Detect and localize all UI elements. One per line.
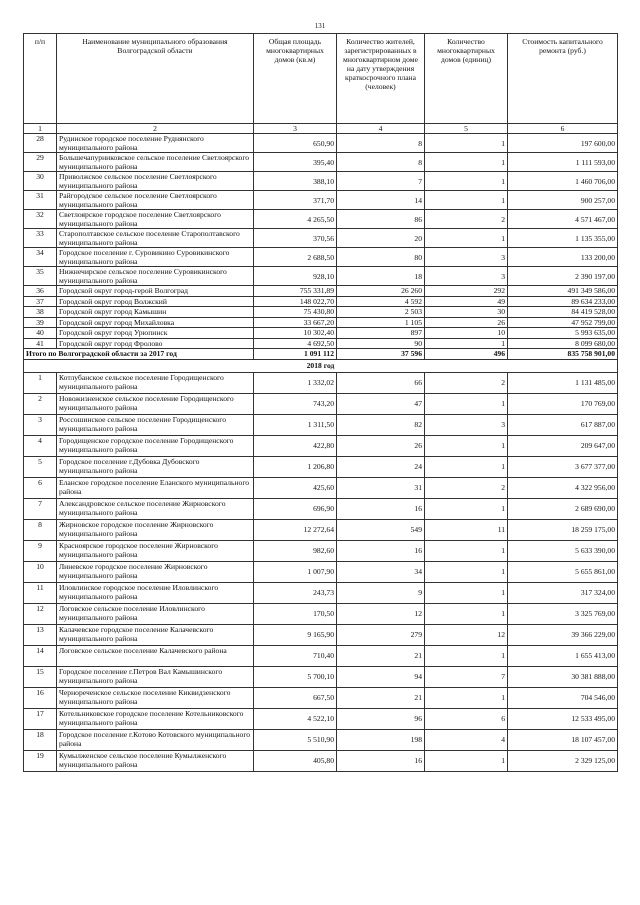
table-row <box>24 750 618 771</box>
total-cost: 835 758 901,00 <box>508 349 618 360</box>
repair-cost: 2 390 197,00 <box>508 267 618 286</box>
houses-count: 1 <box>425 338 508 349</box>
repair-cost: 197 600,00 <box>508 134 618 153</box>
repair-cost: 18 107 457,00 <box>508 729 618 750</box>
column-index: 1 <box>24 124 57 134</box>
total-area: 75 430,80 <box>254 307 337 318</box>
total-area: 4 522,10 <box>254 708 337 729</box>
header-area: Общая площадь многоквартирных домов (кв.м) <box>254 34 337 124</box>
houses-count: 3 <box>425 248 508 267</box>
total-area: 1 311,50 <box>254 414 337 435</box>
municipality-name: Линевское городское поселение Жирновского муниципального района <box>57 561 254 582</box>
header-residents: Количество жителей, зарегистрированных в многоквартирном доме на дату утверждения краткосрочного плана (человек) <box>337 34 425 124</box>
municipality-name: Городской округ город Урюпинск <box>57 328 254 339</box>
total-area: 982,60 <box>254 540 337 561</box>
repair-cost: 12 533 495,00 <box>508 708 618 729</box>
residents-count: 47 <box>337 393 425 414</box>
houses-count: 1 <box>425 172 508 191</box>
residents-count: 66 <box>337 372 425 393</box>
row-number: 3 <box>24 414 57 435</box>
repair-cost: 4 322 956,00 <box>508 477 618 498</box>
total-area: 1 206,80 <box>254 456 337 477</box>
total-area: 1 091 112 <box>254 349 337 360</box>
row-number: 1 <box>24 372 57 393</box>
residents-count: 90 <box>337 338 425 349</box>
total-area: 2 688,50 <box>254 248 337 267</box>
row-number: 6 <box>24 477 57 498</box>
total-area: 243,73 <box>254 582 337 603</box>
row-number: 31 <box>24 191 57 210</box>
houses-count: 1 <box>425 750 508 771</box>
municipality-name: Старополтавское сельское поселение Старополтавского муниципального района <box>57 229 254 248</box>
repair-cost: 317 324,00 <box>508 582 618 603</box>
total-area: 10 302,40 <box>254 328 337 339</box>
page-number: 131 <box>314 22 326 30</box>
repair-cost: 2 689 690,00 <box>508 498 618 519</box>
repair-cost: 3 325 769,00 <box>508 603 618 624</box>
municipality-name: Александровское сельское поселение Жирновского муниципального района <box>57 498 254 519</box>
table-row <box>24 498 618 519</box>
repair-plan-table <box>23 33 618 772</box>
row-number: 40 <box>24 328 57 339</box>
row-number: 16 <box>24 687 57 708</box>
municipality-name: Жирновское городское поселение Жирновского муниципального района <box>57 519 254 540</box>
row-number: 29 <box>24 153 57 172</box>
row-number: 41 <box>24 338 57 349</box>
municipality-name: Рудинское городское поселение Руднянского муниципального района <box>57 134 254 153</box>
residents-count: 4 592 <box>337 296 425 307</box>
row-number: 7 <box>24 498 57 519</box>
repair-cost: 209 647,00 <box>508 435 618 456</box>
municipality-name: Приволжское сельское поселение Светлоярского муниципального района <box>57 172 254 191</box>
total-area: 148 022,70 <box>254 296 337 307</box>
table-row <box>24 519 618 540</box>
municipality-name: Большечапурниковское сельское поселение Светлоярского муниципального района <box>57 153 254 172</box>
residents-count: 20 <box>337 229 425 248</box>
column-index: 6 <box>508 124 618 134</box>
municipality-name: Городское поселение г.Петров Вал Камышинского муниципального района <box>57 666 254 687</box>
table-row <box>24 708 618 729</box>
row-number: 4 <box>24 435 57 456</box>
table-row <box>24 328 618 339</box>
table-row <box>24 248 618 267</box>
repair-cost: 8 099 680,00 <box>508 338 618 349</box>
residents-count: 279 <box>337 624 425 645</box>
municipality-name: Городской округ город-герой Волгоград <box>57 286 254 297</box>
houses-count: 7 <box>425 666 508 687</box>
residents-count: 26 <box>337 435 425 456</box>
houses-count: 1 <box>425 191 508 210</box>
residents-count: 549 <box>337 519 425 540</box>
table-row <box>24 338 618 349</box>
table-row <box>24 134 618 153</box>
municipality-name: Кумылженское сельское поселение Кумылженского муниципального района <box>57 750 254 771</box>
houses-count: 1 <box>425 435 508 456</box>
total-area: 755 331,89 <box>254 286 337 297</box>
residents-count: 21 <box>337 645 425 666</box>
residents-count: 198 <box>337 729 425 750</box>
row-number: 19 <box>24 750 57 771</box>
residents-count: 16 <box>337 750 425 771</box>
total-area: 710,40 <box>254 645 337 666</box>
repair-cost: 617 887,00 <box>508 414 618 435</box>
residents-count: 12 <box>337 603 425 624</box>
table-row <box>24 191 618 210</box>
table-row <box>24 645 618 666</box>
row-number: 13 <box>24 624 57 645</box>
repair-cost: 2 329 125,00 <box>508 750 618 771</box>
municipality-name: Россошинское сельское поселение Городищенского муниципального района <box>57 414 254 435</box>
total-area: 4 692,50 <box>254 338 337 349</box>
table-row <box>24 393 618 414</box>
houses-count: 3 <box>425 267 508 286</box>
table-row <box>24 603 618 624</box>
table-row <box>24 624 618 645</box>
residents-count: 7 <box>337 172 425 191</box>
table-row <box>24 210 618 229</box>
total-label: Итого по Волгоградской области за 2017 год <box>24 349 254 360</box>
houses-count: 1 <box>425 561 508 582</box>
houses-count: 30 <box>425 307 508 318</box>
table-row <box>24 414 618 435</box>
table-row <box>24 267 618 286</box>
table-row <box>24 729 618 750</box>
houses-count: 2 <box>425 477 508 498</box>
total-area: 370,56 <box>254 229 337 248</box>
row-number: 11 <box>24 582 57 603</box>
column-index: 5 <box>425 124 508 134</box>
header-municipality: Наименование муниципального образования Волгоградской области <box>57 34 254 124</box>
residents-count: 94 <box>337 666 425 687</box>
residents-count: 80 <box>337 248 425 267</box>
header-cost: Стоимость капитального ремонта (руб.) <box>508 34 618 124</box>
total-area: 5 700,10 <box>254 666 337 687</box>
row-number: 12 <box>24 603 57 624</box>
total-area: 405,80 <box>254 750 337 771</box>
municipality-name: Логовское сельское поселение Иловлинского муниципального района <box>57 603 254 624</box>
table-row <box>24 561 618 582</box>
repair-cost: 5 633 390,00 <box>508 540 618 561</box>
row-number: 30 <box>24 172 57 191</box>
repair-cost: 3 677 377,00 <box>508 456 618 477</box>
total-area: 422,80 <box>254 435 337 456</box>
total-area: 388,10 <box>254 172 337 191</box>
residents-count: 16 <box>337 498 425 519</box>
year-heading: 2018 год <box>24 359 618 372</box>
houses-count: 11 <box>425 519 508 540</box>
total-area: 650,90 <box>254 134 337 153</box>
table-row <box>24 229 618 248</box>
houses-count: 1 <box>425 687 508 708</box>
row-number: 8 <box>24 519 57 540</box>
houses-count: 2 <box>425 372 508 393</box>
residents-count: 8 <box>337 153 425 172</box>
total-row-2017 <box>24 349 618 360</box>
row-number: 18 <box>24 729 57 750</box>
row-number: 14 <box>24 645 57 666</box>
repair-cost: 491 349 586,00 <box>508 286 618 297</box>
houses-count: 1 <box>425 229 508 248</box>
houses-count: 1 <box>425 540 508 561</box>
column-index: 2 <box>57 124 254 134</box>
residents-count: 1 105 <box>337 317 425 328</box>
houses-count: 1 <box>425 393 508 414</box>
total-area: 1 332,02 <box>254 372 337 393</box>
header-number: п/п <box>24 34 57 124</box>
municipality-name: Иловлинское городское поселение Иловлинского муниципального района <box>57 582 254 603</box>
municipality-name: Райгородское сельское поселение Светлоярского муниципального района <box>57 191 254 210</box>
total-area: 696,90 <box>254 498 337 519</box>
municipality-name: Городской округ город Волжский <box>57 296 254 307</box>
row-number: 33 <box>24 229 57 248</box>
residents-count: 86 <box>337 210 425 229</box>
table-row <box>24 296 618 307</box>
row-number: 32 <box>24 210 57 229</box>
header-houses: Количество многоквартирных домов (единиц) <box>425 34 508 124</box>
total-area: 9 165,90 <box>254 624 337 645</box>
repair-cost: 1 135 355,00 <box>508 229 618 248</box>
municipality-name: Светлоярское городское поселение Светлоярского муниципального района <box>57 210 254 229</box>
column-index: 4 <box>337 124 425 134</box>
table-row <box>24 540 618 561</box>
row-number: 9 <box>24 540 57 561</box>
houses-count: 26 <box>425 317 508 328</box>
municipality-name: Городской округ город Фролово <box>57 338 254 349</box>
total-area: 4 265,50 <box>254 210 337 229</box>
houses-count: 49 <box>425 296 508 307</box>
municipality-name: Котлубанское сельское поселение Городищенского муниципального района <box>57 372 254 393</box>
houses-count: 12 <box>425 624 508 645</box>
repair-cost: 1 111 593,00 <box>508 153 618 172</box>
table-header-row <box>24 34 618 124</box>
table-row <box>24 477 618 498</box>
residents-count: 14 <box>337 191 425 210</box>
total-area: 667,50 <box>254 687 337 708</box>
total-area: 371,70 <box>254 191 337 210</box>
row-number: 37 <box>24 296 57 307</box>
table-row <box>24 286 618 297</box>
year-section-row <box>24 359 618 372</box>
houses-count: 1 <box>425 582 508 603</box>
residents-count: 897 <box>337 328 425 339</box>
residents-count: 16 <box>337 540 425 561</box>
table-row <box>24 153 618 172</box>
row-number: 35 <box>24 267 57 286</box>
total-area: 33 667,20 <box>254 317 337 328</box>
table-row <box>24 582 618 603</box>
houses-count: 1 <box>425 603 508 624</box>
repair-cost: 18 259 175,00 <box>508 519 618 540</box>
municipality-name: Калачевское городское поселение Калачевского муниципального района <box>57 624 254 645</box>
table-row <box>24 435 618 456</box>
municipality-name: Котельниковское городское поселение Котельниковского муниципального района <box>57 708 254 729</box>
houses-count: 6 <box>425 708 508 729</box>
table-row <box>24 172 618 191</box>
residents-count: 96 <box>337 708 425 729</box>
table-row <box>24 666 618 687</box>
municipality-name: Городское поселение г.Котово Котовского муниципального района <box>57 729 254 750</box>
table-row <box>24 456 618 477</box>
table-row <box>24 372 618 393</box>
total-area: 743,20 <box>254 393 337 414</box>
row-number: 2 <box>24 393 57 414</box>
column-index: 3 <box>254 124 337 134</box>
total-residents: 37 596 <box>337 349 425 360</box>
municipality-name: Городской округ город Михайловка <box>57 317 254 328</box>
residents-count: 18 <box>337 267 425 286</box>
row-number: 15 <box>24 666 57 687</box>
municipality-name: Чернореченское сельское поселение Киквидзенского муниципального района <box>57 687 254 708</box>
municipality-name: Красноярское городское поселение Жирновского муниципального района <box>57 540 254 561</box>
residents-count: 21 <box>337 687 425 708</box>
row-number: 17 <box>24 708 57 729</box>
houses-count: 1 <box>425 498 508 519</box>
houses-count: 1 <box>425 153 508 172</box>
municipality-name: Городское поселение г. Суровикино Суровикинского муниципального района <box>57 248 254 267</box>
houses-count: 1 <box>425 456 508 477</box>
total-area: 170,50 <box>254 603 337 624</box>
repair-cost: 1 460 706,00 <box>508 172 618 191</box>
row-number: 39 <box>24 317 57 328</box>
residents-count: 9 <box>337 582 425 603</box>
table-row <box>24 307 618 318</box>
column-index-row <box>24 124 618 134</box>
repair-cost: 89 634 233,00 <box>508 296 618 307</box>
total-area: 5 510,90 <box>254 729 337 750</box>
municipality-name: Городской округ город Камышин <box>57 307 254 318</box>
houses-count: 292 <box>425 286 508 297</box>
table-row <box>24 317 618 328</box>
municipality-name: Городищенское городское поселение Городищенского муниципального района <box>57 435 254 456</box>
residents-count: 34 <box>337 561 425 582</box>
municipality-name: Еланское городское поселение Еланского муниципального района <box>57 477 254 498</box>
houses-count: 3 <box>425 414 508 435</box>
municipality-name: Новожизненское сельское поселение Городищенского муниципального района <box>57 393 254 414</box>
row-number: 38 <box>24 307 57 318</box>
row-number: 10 <box>24 561 57 582</box>
repair-cost: 704 546,00 <box>508 687 618 708</box>
repair-cost: 47 952 799,00 <box>508 317 618 328</box>
repair-cost: 170 769,00 <box>508 393 618 414</box>
houses-count: 2 <box>425 210 508 229</box>
repair-cost: 1 131 485,00 <box>508 372 618 393</box>
repair-cost: 900 257,00 <box>508 191 618 210</box>
repair-cost: 5 993 635,00 <box>508 328 618 339</box>
repair-cost: 4 571 467,00 <box>508 210 618 229</box>
residents-count: 26 260 <box>337 286 425 297</box>
row-number: 5 <box>24 456 57 477</box>
residents-count: 24 <box>337 456 425 477</box>
total-area: 425,60 <box>254 477 337 498</box>
row-number: 36 <box>24 286 57 297</box>
residents-count: 31 <box>337 477 425 498</box>
row-number: 34 <box>24 248 57 267</box>
municipality-name: Городское поселение г.Дубовка Дубовского муниципального района <box>57 456 254 477</box>
total-houses: 496 <box>425 349 508 360</box>
repair-cost: 1 655 413,00 <box>508 645 618 666</box>
total-area: 928,10 <box>254 267 337 286</box>
table-row <box>24 687 618 708</box>
total-area: 1 007,90 <box>254 561 337 582</box>
repair-cost: 84 419 528,00 <box>508 307 618 318</box>
repair-cost: 5 655 861,00 <box>508 561 618 582</box>
repair-cost: 39 366 229,00 <box>508 624 618 645</box>
repair-cost: 30 381 888,00 <box>508 666 618 687</box>
houses-count: 1 <box>425 134 508 153</box>
houses-count: 1 <box>425 645 508 666</box>
residents-count: 8 <box>337 134 425 153</box>
houses-count: 10 <box>425 328 508 339</box>
total-area: 12 272,64 <box>254 519 337 540</box>
houses-count: 4 <box>425 729 508 750</box>
municipality-name: Логовское сельское поселение Калачевского района <box>57 645 254 666</box>
row-number: 28 <box>24 134 57 153</box>
residents-count: 2 503 <box>337 307 425 318</box>
total-area: 395,40 <box>254 153 337 172</box>
municipality-name: Нижнечирское сельское поселение Суровикинского муниципального района <box>57 267 254 286</box>
repair-cost: 133 200,00 <box>508 248 618 267</box>
residents-count: 82 <box>337 414 425 435</box>
